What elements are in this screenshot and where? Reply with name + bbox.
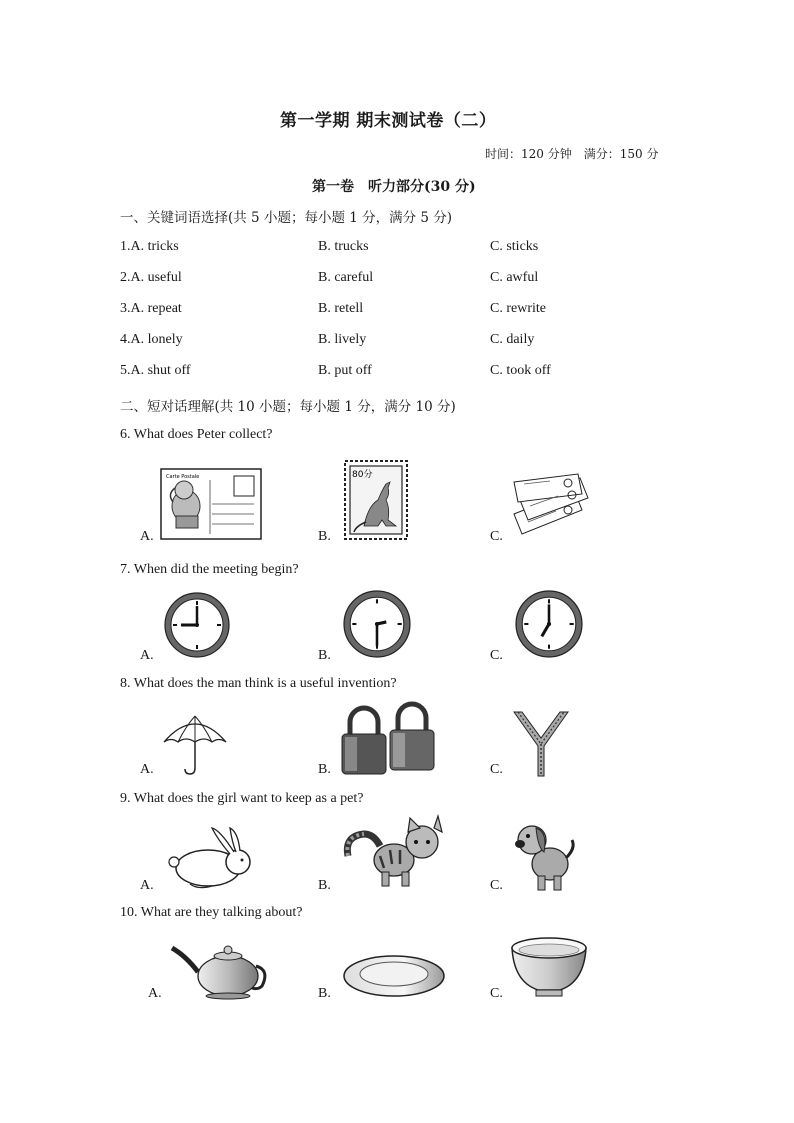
question-7: 7. When did the meeting begin?: [120, 562, 299, 577]
option-1c: C. sticks: [490, 239, 539, 254]
option-4b: B. lively: [318, 332, 367, 347]
postcard-icon: [160, 468, 262, 540]
option-3a: 3.A. repeat: [120, 301, 182, 316]
option-3b: B. retell: [318, 301, 364, 316]
postcard-heading: Carte Postale: [166, 474, 200, 480]
kangaroo-stamp-icon: [344, 460, 408, 540]
q10-label-b: B.: [318, 986, 331, 1001]
option-5b: B. put off: [318, 363, 372, 378]
q9-label-b: B.: [318, 878, 331, 893]
section-one-heading: 一、关键词语选择(共 5 小题；每小题 1 分，满分 5 分): [120, 210, 453, 226]
bowl-icon: [510, 936, 588, 998]
q10-label-c: C.: [490, 986, 503, 1001]
option-2a: 2.A. useful: [120, 270, 182, 285]
q10-label-a: A.: [148, 986, 162, 1001]
zipper-icon: [512, 710, 570, 778]
part-one-heading: 第一卷 听力部分(30 分): [312, 179, 476, 195]
section-two-heading: 二、短对话理解(共 10 小题；每小题 1 分，满分 10 分): [120, 399, 456, 415]
q9-label-a: A.: [140, 878, 154, 893]
option-1b: B. trucks: [318, 239, 369, 254]
page-title: 第一学期 期末测试卷（二）: [280, 111, 497, 131]
q6-label-a: A.: [140, 529, 154, 544]
rabbit-icon: [160, 826, 260, 890]
q6-label-c: C.: [490, 529, 503, 544]
option-2c: C. awful: [490, 270, 539, 285]
tickets-icon: [510, 470, 606, 540]
q9-label-c: C.: [490, 878, 503, 893]
q7-label-a: A.: [140, 648, 154, 663]
stamp-value: 80分: [352, 470, 373, 480]
option-5c: C. took off: [490, 363, 551, 378]
q8-label-b: B.: [318, 762, 331, 777]
question-9: 9. What does the girl want to keep as a pet?: [120, 791, 364, 806]
q8-label-a: A.: [140, 762, 154, 777]
cat-icon: [344, 816, 442, 888]
option-2b: B. careful: [318, 270, 374, 285]
plate-icon: [342, 954, 446, 998]
option-4a: 4.A. lonely: [120, 332, 183, 347]
option-5a: 5.A. shut off: [120, 363, 191, 378]
question-10: 10. What are they talking about?: [120, 905, 303, 920]
padlocks-icon: [340, 702, 436, 776]
option-3c: C. rewrite: [490, 301, 546, 316]
q7-label-c: C.: [490, 648, 503, 663]
clock-nine-icon: [164, 592, 230, 658]
clock-four-icon: [515, 590, 583, 658]
q8-label-c: C.: [490, 762, 503, 777]
question-8: 8. What does the man think is a useful invention?: [120, 676, 397, 691]
option-4c: C. daily: [490, 332, 535, 347]
option-1a: 1.A. tricks: [120, 239, 179, 254]
time-info: 时间：120 分钟 满分：150 分: [485, 147, 659, 161]
question-6: 6. What does Peter collect?: [120, 427, 273, 442]
q6-label-b: B.: [318, 529, 331, 544]
clock-six-thirty-icon: [343, 590, 411, 658]
teapot-icon: [170, 936, 270, 1000]
dog-icon: [514, 818, 578, 892]
umbrella-icon: [162, 712, 228, 776]
q7-label-b: B.: [318, 648, 331, 663]
